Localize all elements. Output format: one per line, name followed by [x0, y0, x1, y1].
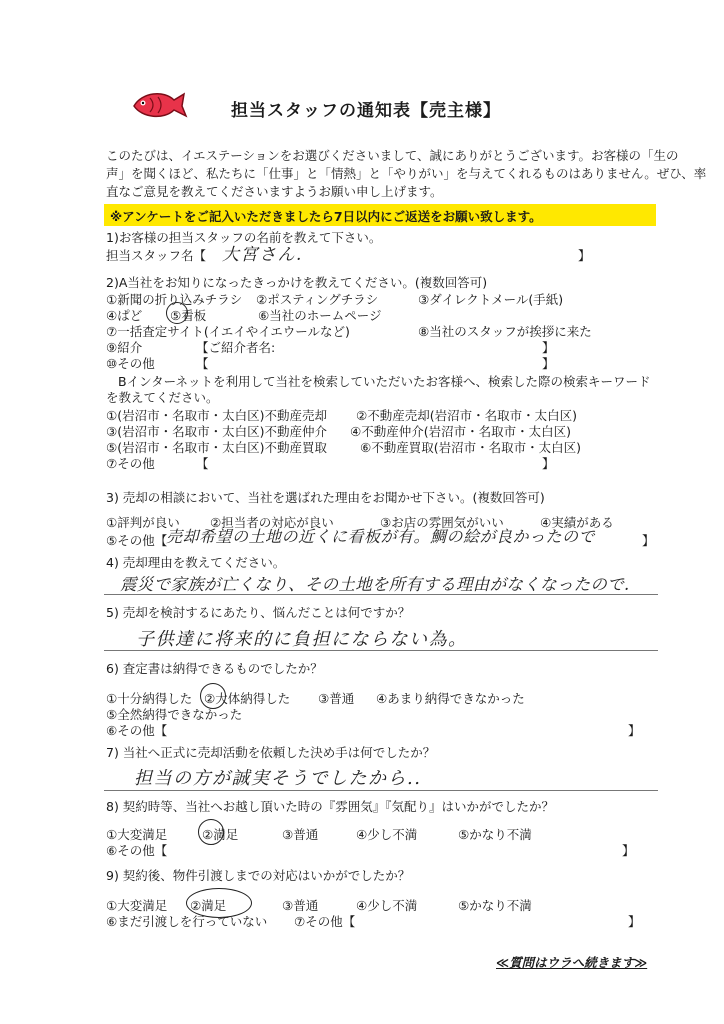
q8-opt-1: ①大変満足 — [106, 827, 168, 842]
intro-line-2: 声」を聞くほど、私たちに「仕事」と「情熱」と「やりがい」を与えてくれるものはありません。ぜひ、率 — [106, 166, 707, 181]
q1-answer: 大宮さん. — [222, 245, 303, 265]
q3-other-label: ⑤その他【 — [106, 533, 168, 548]
q8-opt-3: ③普通 — [282, 827, 319, 842]
q2a-opt-9-field: 【ご紹介者名: — [196, 340, 276, 355]
q2b-question: Bインターネットを利用して当社を検索していただいたお客様へ、検索した際の検索キーワード — [118, 374, 651, 389]
q1-question: 1)お客様の担当スタッフの名前を教えて下さい。 — [106, 230, 382, 245]
q2a-opt-9-close: 】 — [542, 340, 555, 355]
intro-line-3: 直なご意見を教えてくださいますようお願い申し上げます。 — [106, 184, 443, 199]
q2a-opt-10: ⑩その他 — [106, 356, 155, 371]
q1-label: 担当スタッフ名【 — [106, 248, 207, 263]
q3-close: 】 — [642, 533, 655, 548]
q6-opt-1: ①十分納得した — [106, 691, 193, 706]
q5-rule — [104, 650, 658, 651]
q3-opt-3: ③お店の雰囲気がいい — [380, 515, 504, 530]
q2a-opt-2: ②ポスティングチラシ — [256, 292, 379, 307]
q2a-opt-3: ③ダイレクトメール(手紙) — [418, 292, 564, 307]
q3-opt-4: ④実績がある — [540, 515, 614, 530]
q6-opt-3: ③普通 — [318, 691, 355, 706]
q2a-opt-5: ⑤看板 — [170, 308, 207, 323]
q2a-opt-7: ⑦一括査定サイト(イエイやイエウールなど) — [106, 324, 350, 339]
q2a-opt-1: ①新聞の折り込みチラシ — [106, 292, 243, 307]
q2b-opt-3: ③(岩沼市・名取市・太白区)不動産仲介 — [106, 424, 327, 439]
continue-note: ≪質問はウラへ続きます≫ — [496, 955, 648, 970]
q9-opt-4: ④少し不満 — [356, 898, 418, 913]
q2b-opt-7: ⑦その他 — [106, 456, 155, 471]
q2a-opt-6: ⑥当社のホームページ — [258, 308, 382, 323]
q6-opt-5: ⑤全然納得できなかった — [106, 707, 243, 722]
q2b-question-2: を教えてください。 — [106, 390, 219, 405]
fish-logo-icon — [130, 88, 188, 122]
q7-rule — [104, 790, 658, 791]
q9-opt-2: ②満足 — [190, 898, 227, 913]
q6-opt-4: ④あまり納得できなかった — [376, 691, 525, 706]
q8-question: 8) 契約時等、当社へお越し頂いた時の『雰囲気』『気配り』はいかがでしたか？ — [106, 799, 555, 814]
q2b-opt-4: ④不動産仲介(岩沼市・名取市・太白区) — [350, 424, 571, 439]
q9-opt-6: ⑥まだ引渡しを行っていない — [106, 914, 268, 929]
q4-answer: 震災で家族が亡くなり、その土地を所有する理由がなくなったので. — [120, 575, 630, 594]
q2b-opt-1: ①(岩沼市・名取市・太白区)不動産売却 — [106, 408, 327, 423]
q2a-opt-5-circle — [166, 302, 188, 324]
q2a-opt-8: ⑧当社のスタッフが挨拶に来た — [418, 324, 592, 339]
q9-opt-5: ⑤かなり不満 — [458, 898, 532, 913]
q6-close: 】 — [628, 723, 641, 738]
q8-close: 】 — [622, 843, 635, 858]
q8-other-label: ⑥その他【 — [106, 843, 168, 858]
q8-opt-2-circle — [198, 819, 224, 845]
q2b-opt-7-field: 【 — [196, 456, 209, 471]
page-title: 担当スタッフの通知表【売主様】 — [231, 101, 501, 121]
q2a-opt-4: ④ぱど — [106, 308, 143, 323]
q2a-opt-10-close: 】 — [542, 356, 555, 371]
q9-other-label: ⑦その他【 — [294, 914, 356, 929]
q8-opt-2: ②満足 — [202, 827, 239, 842]
q5-question: 5) 売却を検討するにあたり、悩んだことは何ですか？ — [106, 605, 411, 620]
q3-opt-2: ②担当者の対応が良い — [210, 515, 334, 530]
q9-opt-1: ①大変満足 — [106, 898, 168, 913]
q6-other-label: ⑥その他【 — [106, 723, 168, 738]
q9-question: 9) 契約後、物件引渡しまでの対応はいかがでしたか？ — [106, 868, 411, 883]
q3-question: 3) 売却の相談において、当社を選ばれた理由をお聞かせ下さい。(複数回答可) — [106, 490, 545, 505]
q8-opt-5: ⑤かなり不満 — [458, 827, 532, 842]
q8-opt-4: ④少し不満 — [356, 827, 418, 842]
q2a-question: 2)A当社をお知りになったきっかけを教えてください。(複数回答可) — [106, 275, 488, 290]
q1-close: 】 — [578, 248, 591, 263]
q3-answer: 売却希望の土地の近くに看板が有。鯛の絵が良かったので — [166, 527, 596, 546]
q4-question: 4) 売却理由を教えてください。 — [106, 555, 286, 570]
q6-opt-2: ②大体納得した — [204, 691, 291, 706]
q2b-opt-5: ⑤(岩沼市・名取市・太白区)不動産買取 — [106, 440, 327, 455]
q2a-opt-10-field: 【 — [196, 356, 209, 371]
q7-answer: 担当の方が誠実そうでしたから.. — [134, 768, 422, 789]
q6-question: 6) 査定書は納得できるものでしたか？ — [106, 661, 323, 676]
q9-opt-3: ③普通 — [282, 898, 319, 913]
q4-rule — [104, 594, 658, 595]
notice-text: ※アンケートをご記入いただきましたら7日以内にご返送をお願い致します。 — [110, 209, 542, 224]
q2b-opt-7-close: 】 — [542, 456, 555, 471]
q2b-opt-2: ②不動産売却(岩沼市・名取市・太白区) — [356, 408, 577, 423]
q9-close: 】 — [628, 914, 641, 929]
q3-opt-1: ①評判が良い — [106, 515, 180, 530]
q7-question: 7) 当社へ正式に売却活動を依頼した決め手は何でしたか？ — [106, 745, 436, 760]
q2a-opt-9: ⑨紹介 — [106, 340, 143, 355]
q5-answer: 子供達に将来的に負担にならない為。 — [136, 629, 468, 650]
intro-line-1: このたびは、イエステーションをお選びくださいまして、誠にありがとうございます。お客様の「生の — [106, 148, 679, 163]
q2b-opt-6: ⑥不動産買取(岩沼市・名取市・太白区) — [360, 440, 581, 455]
